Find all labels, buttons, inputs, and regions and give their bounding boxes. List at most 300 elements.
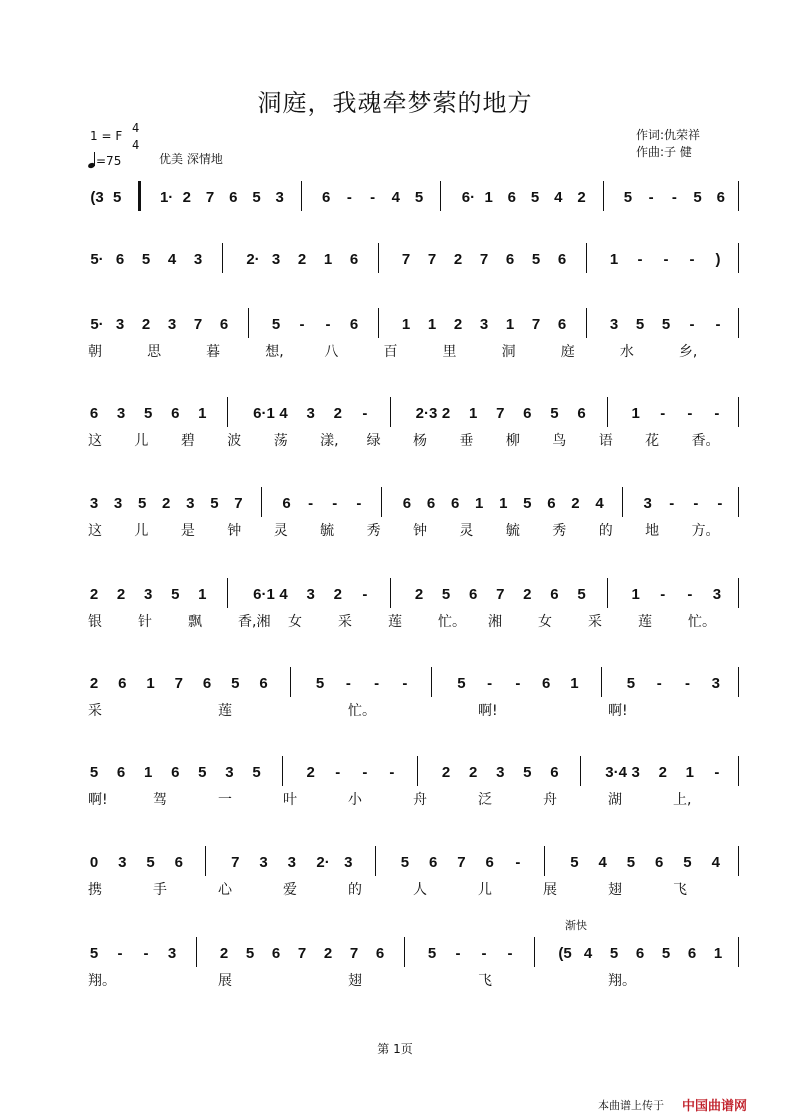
note: 2 xyxy=(453,316,463,333)
lyric-syllable: 荡 xyxy=(273,433,288,449)
lyric-syllable: 小 xyxy=(348,792,362,808)
lyric-syllable: 地 xyxy=(645,523,660,539)
note: 5 xyxy=(457,675,466,692)
note: 3 xyxy=(306,405,315,422)
lyric-syllable: 啊! xyxy=(88,792,108,808)
lyric-syllable: 想, xyxy=(265,344,284,360)
note: 5 xyxy=(693,189,702,206)
lyric-syllable: 香。 xyxy=(691,433,720,449)
note: 3 xyxy=(193,251,203,268)
note: 2 xyxy=(414,586,424,603)
note: 6· xyxy=(461,189,476,206)
lyric-syllable: 钟 xyxy=(413,523,427,539)
site-logo: 中国曲谱网 xyxy=(682,1099,748,1114)
note: 1 xyxy=(713,945,723,962)
note: 6 xyxy=(349,251,359,268)
note: 5 xyxy=(523,764,532,781)
note: 2 xyxy=(89,675,99,692)
bar-line-end xyxy=(738,756,739,786)
note: 1 xyxy=(323,251,333,268)
note: 3 xyxy=(167,945,177,962)
score-row xyxy=(0,667,790,727)
lyric-syllable: 飞 xyxy=(478,973,492,989)
note: 3 xyxy=(225,764,234,781)
note: 6 xyxy=(557,251,567,268)
note: 5 xyxy=(661,316,671,333)
note: 6 xyxy=(428,854,438,871)
time-signature-bottom: 4 xyxy=(132,138,140,152)
note: 1 xyxy=(198,405,207,422)
note: 6 xyxy=(321,189,331,206)
note: - xyxy=(389,764,395,781)
lyric-syllable: 香,湘 xyxy=(238,614,271,630)
bar-line xyxy=(248,308,249,338)
note: 3 xyxy=(271,251,281,268)
lyric-syllable: 翅 xyxy=(608,882,622,898)
bar-line xyxy=(440,181,441,211)
note: 6 xyxy=(282,495,291,512)
note: 5 xyxy=(137,495,147,512)
lyric-syllable: 朝 xyxy=(88,344,102,360)
bar-line xyxy=(301,181,302,211)
score-row xyxy=(0,181,790,241)
note: 4 xyxy=(279,586,288,603)
note: - xyxy=(481,945,487,962)
note: - xyxy=(689,251,695,268)
note: 3 xyxy=(711,675,720,692)
lyric-syllable: 针 xyxy=(138,614,152,630)
note: 6 xyxy=(523,405,532,422)
note: 5 xyxy=(252,189,261,206)
lyric-syllable: 绿 xyxy=(366,433,381,449)
note: - xyxy=(143,945,149,962)
lyric-syllable: 儿 xyxy=(134,433,149,449)
bar-line xyxy=(378,308,379,338)
note: - xyxy=(660,586,666,603)
note: 5 xyxy=(626,854,636,871)
score-row xyxy=(0,397,790,457)
lyric-syllable: 水 xyxy=(619,344,634,360)
note: - xyxy=(507,945,513,962)
bar-line xyxy=(390,578,391,608)
bar-line xyxy=(622,487,623,517)
lyric-syllable: 的 xyxy=(348,882,362,898)
lyric-syllable: 这 xyxy=(88,523,102,539)
bar-line xyxy=(205,846,206,876)
note: 7 xyxy=(297,945,307,962)
note: - xyxy=(335,764,341,781)
lyric-syllable: 花 xyxy=(645,433,660,449)
lyric-syllable: 儿 xyxy=(134,523,149,539)
note: 3 xyxy=(496,764,505,781)
score-row xyxy=(0,846,790,906)
note: 6 xyxy=(505,251,515,268)
lyric-syllable: 驾 xyxy=(153,792,167,808)
expression-marking: 优美 深情地 xyxy=(159,152,223,166)
lyric-syllable: 湘 xyxy=(488,614,502,630)
note: 6 xyxy=(271,945,281,962)
note: 5· xyxy=(90,251,104,268)
note: 7 xyxy=(231,854,240,871)
note: - xyxy=(362,405,368,422)
lyric-syllable: 的 xyxy=(598,523,613,539)
bar-line-end xyxy=(738,397,739,427)
note: 3 xyxy=(287,854,296,871)
note: - xyxy=(402,675,408,692)
note: 2 xyxy=(441,405,451,422)
note: 2 xyxy=(116,586,126,603)
note: 3·4 xyxy=(605,764,627,781)
note: 5 xyxy=(577,586,586,603)
lyric-syllable: 湖 xyxy=(608,792,622,808)
note: 2 xyxy=(297,251,307,268)
note: (3 xyxy=(90,189,104,206)
note: 6 xyxy=(171,405,180,422)
note: - xyxy=(515,675,521,692)
note: 5 xyxy=(570,854,579,871)
note: 5 xyxy=(400,854,410,871)
note: 1 xyxy=(198,586,207,603)
note: 6 xyxy=(577,405,586,422)
lyric-syllable: 钟 xyxy=(227,523,242,539)
lyric-syllable: 庭 xyxy=(560,344,575,360)
note: 2· xyxy=(246,251,260,268)
page-number: 第 1页 xyxy=(377,1042,413,1056)
note: - xyxy=(299,316,305,333)
bar-line xyxy=(290,667,291,697)
note: - xyxy=(374,675,380,692)
note: 6 xyxy=(550,586,559,603)
lyric-syllable: 莲 xyxy=(388,614,402,630)
lyric-syllable: 百 xyxy=(383,344,398,360)
note: 1 xyxy=(631,405,640,422)
lyric-syllable: 灵 xyxy=(459,523,474,539)
score-row xyxy=(0,487,790,547)
note: 5 xyxy=(531,251,541,268)
note: 6 xyxy=(550,764,559,781)
note: 1 xyxy=(146,675,155,692)
note: 2 xyxy=(523,586,532,603)
lyric-syllable: 方。 xyxy=(691,523,720,539)
note: 6 xyxy=(229,189,238,206)
note: 3 xyxy=(118,854,127,871)
note: 5 xyxy=(141,251,151,268)
note: 3 xyxy=(186,495,195,512)
note: 5 xyxy=(89,945,99,962)
lyric-syllable: 银 xyxy=(88,614,102,630)
lyric-syllable: 展 xyxy=(543,882,557,898)
composer-credit: 作曲:子 健 xyxy=(636,145,692,159)
lyric-syllable: 儿 xyxy=(478,882,492,898)
note: - xyxy=(117,945,123,962)
note: - xyxy=(362,764,368,781)
note: 5 xyxy=(609,945,619,962)
lyric-syllable: 波 xyxy=(227,433,242,449)
note: 7 xyxy=(234,495,243,512)
note: 6 xyxy=(547,495,556,512)
bar-line-end xyxy=(738,846,739,876)
note: 7 xyxy=(401,251,411,268)
lyric-syllable: 舟 xyxy=(543,792,557,808)
lyric-syllable: 乡, xyxy=(678,344,698,360)
lyric-syllable: 忙。 xyxy=(688,614,716,630)
note: 2 xyxy=(141,316,151,333)
score-row xyxy=(0,937,790,997)
lyric-syllable: 是 xyxy=(180,523,195,539)
note: 2 xyxy=(333,586,342,603)
lyric-syllable: 莲 xyxy=(638,614,652,630)
bar-line xyxy=(378,243,379,273)
note: 5 xyxy=(198,764,207,781)
note: 5 xyxy=(171,586,180,603)
note: - xyxy=(714,764,720,781)
note: 1· xyxy=(159,189,174,206)
lyric-syllable: 秀 xyxy=(366,523,381,539)
note: 7 xyxy=(193,316,203,333)
lyric-syllable: 人 xyxy=(413,882,427,898)
note: 4 xyxy=(595,495,604,512)
note: 3 xyxy=(712,586,722,603)
bar-line xyxy=(227,397,228,427)
lyric-syllable: 鸟 xyxy=(552,433,567,449)
note: 2 xyxy=(162,495,171,512)
note: - xyxy=(669,495,675,512)
note: - xyxy=(515,854,521,871)
bar-line xyxy=(586,308,587,338)
note: 1 xyxy=(143,764,153,781)
lyric-syllable: 莲 xyxy=(218,703,232,719)
lyric-syllable: 毓 xyxy=(320,523,335,539)
lyric-syllable: 心 xyxy=(218,882,232,898)
lyric-syllable: 翅 xyxy=(348,973,362,989)
lyric-syllable: 采 xyxy=(88,703,102,719)
lyricist-credit: 作词:仇荣祥 xyxy=(636,128,701,142)
note: 5 xyxy=(315,675,325,692)
lyric-syllable: 柳 xyxy=(505,433,520,449)
note: 7 xyxy=(496,586,505,603)
note: 1 xyxy=(475,495,484,512)
note: 3 xyxy=(631,764,640,781)
note: 1 xyxy=(609,251,619,268)
note: 6 xyxy=(716,189,725,206)
note: 6 xyxy=(118,675,127,692)
note: - xyxy=(717,495,723,512)
bar-line xyxy=(603,181,604,211)
note: 4 xyxy=(167,251,177,268)
note: 5 xyxy=(271,316,281,333)
note: - xyxy=(332,495,338,512)
lyric-syllable: 里 xyxy=(442,344,457,360)
note: 1 xyxy=(484,189,493,206)
note: 6 xyxy=(635,945,645,962)
note: 6 xyxy=(468,586,478,603)
lyric-syllable: 忙。 xyxy=(438,614,466,630)
lyric-syllable: 女 xyxy=(538,614,552,630)
note: 2 xyxy=(219,945,229,962)
note: - xyxy=(687,586,693,603)
score-row xyxy=(0,308,790,368)
lyric-syllable: 上, xyxy=(673,792,692,808)
lyric-syllable: 舟 xyxy=(413,792,427,808)
note: 1 xyxy=(631,586,640,603)
time-signature-top: 4 xyxy=(132,121,140,135)
note: 5 xyxy=(210,495,219,512)
note: 7 xyxy=(349,945,359,962)
note: 1 xyxy=(499,495,508,512)
note: 6 xyxy=(450,495,460,512)
note: 6 xyxy=(375,945,385,962)
note: 6 xyxy=(485,854,494,871)
note: 2 xyxy=(182,189,192,206)
note: 6 xyxy=(115,251,125,268)
note: 4 xyxy=(279,405,288,422)
lyric-syllable: 忙。 xyxy=(348,703,376,719)
note: 6 xyxy=(349,316,359,333)
note: - xyxy=(660,405,666,422)
note: 4 xyxy=(711,854,720,871)
note: 5 xyxy=(89,764,99,781)
note: 3 xyxy=(115,316,125,333)
bar-line xyxy=(375,846,376,876)
note: 4 xyxy=(554,189,563,206)
note: 5 xyxy=(623,189,633,206)
bar-line xyxy=(586,243,587,273)
note: 5· xyxy=(90,316,104,333)
bar-line xyxy=(138,181,141,211)
note: 3 xyxy=(344,854,353,871)
bar-line xyxy=(534,937,535,967)
note: - xyxy=(648,189,654,206)
lyric-syllable: 灵 xyxy=(273,523,288,539)
note: 4 xyxy=(583,945,593,962)
bar-line-end xyxy=(738,487,739,517)
note: 7 xyxy=(205,189,215,206)
bar-line-end xyxy=(738,667,739,697)
lyric-syllable: 一 xyxy=(218,792,232,808)
upload-note: 本曲谱上传于 xyxy=(598,1099,664,1112)
note: 6 xyxy=(655,854,664,871)
note: 7 xyxy=(479,251,489,268)
note: 1 xyxy=(401,316,411,333)
note: 3 xyxy=(275,189,284,206)
note: 2·3 xyxy=(415,405,438,422)
note: 2 xyxy=(658,764,667,781)
bar-line xyxy=(607,397,608,427)
note: - xyxy=(689,316,695,333)
lyric-syllable: 女 xyxy=(288,614,302,630)
lyric-syllable: 泛 xyxy=(478,792,492,808)
note: - xyxy=(308,495,314,512)
key-signature: 1 = F xyxy=(90,129,123,143)
quarter-note-icon xyxy=(88,152,94,168)
lyric-syllable: 手 xyxy=(153,882,167,898)
bar-line-end xyxy=(738,937,739,967)
note: 2 xyxy=(306,764,315,781)
bar-line xyxy=(607,578,608,608)
bar-line xyxy=(601,667,602,697)
note: 2 xyxy=(89,586,99,603)
lyric-syllable: 翔。 xyxy=(88,973,116,989)
note: 6 xyxy=(557,316,567,333)
lyric-syllable: 啊! xyxy=(608,703,628,719)
note: - xyxy=(345,675,351,692)
bar-line xyxy=(282,756,283,786)
note: 5 xyxy=(245,945,255,962)
note: - xyxy=(684,675,690,692)
note: - xyxy=(325,316,331,333)
lyric-syllable: 叶 xyxy=(283,792,297,808)
lyric-syllable: 秀 xyxy=(552,523,567,539)
note: 5 xyxy=(252,764,261,781)
note: - xyxy=(715,316,721,333)
lyric-syllable: 采 xyxy=(588,614,602,630)
note: 5 xyxy=(113,189,122,206)
bar-line xyxy=(261,487,262,517)
note: 3 xyxy=(259,854,268,871)
tempo-marking: =75 xyxy=(88,152,121,168)
note: 5 xyxy=(441,586,451,603)
bar-line-end xyxy=(738,578,739,608)
note: 6 xyxy=(507,189,517,206)
note: - xyxy=(346,189,352,206)
note: 5 xyxy=(427,945,437,962)
note: 6 xyxy=(542,675,551,692)
score-row xyxy=(0,578,790,638)
note: 5 xyxy=(683,854,692,871)
note: 2 xyxy=(323,945,333,962)
note: 5 xyxy=(523,495,532,512)
lyric-syllable: 洞 xyxy=(501,344,516,360)
note: 5 xyxy=(530,189,540,206)
note: - xyxy=(637,251,643,268)
lyric-syllable: 采 xyxy=(338,614,352,630)
note: 3 xyxy=(643,495,652,512)
note: - xyxy=(356,495,362,512)
bar-line xyxy=(417,756,418,786)
note: - xyxy=(487,675,493,692)
note: - xyxy=(362,586,368,603)
bar-line xyxy=(381,487,382,517)
note: 3 xyxy=(143,586,153,603)
accelerando-marking: 渐快 xyxy=(565,919,587,932)
song-title: 洞庭，我魂牵梦萦的地方 xyxy=(257,89,533,117)
note: 5 xyxy=(626,675,636,692)
lyric-syllable: 碧 xyxy=(180,433,195,449)
lyric-syllable: 思 xyxy=(147,344,162,360)
note: 1 xyxy=(468,405,478,422)
note: - xyxy=(455,945,461,962)
note: - xyxy=(714,405,720,422)
note: 6 xyxy=(171,764,180,781)
note: 6 xyxy=(259,675,268,692)
note: 2 xyxy=(577,189,586,206)
note: 2· xyxy=(316,854,330,871)
note: ) xyxy=(715,251,721,268)
lyric-syllable: 展 xyxy=(218,973,232,989)
bar-line-end xyxy=(738,181,739,211)
bar-line xyxy=(196,937,197,967)
note: 6 xyxy=(89,405,99,422)
note: 5 xyxy=(231,675,240,692)
note: 0 xyxy=(89,854,99,871)
note: - xyxy=(656,675,662,692)
note: 3 xyxy=(306,586,315,603)
note: - xyxy=(687,405,693,422)
note: 2 xyxy=(333,405,342,422)
note: 2 xyxy=(571,495,580,512)
note: 6 xyxy=(219,316,229,333)
bar-line xyxy=(404,937,405,967)
